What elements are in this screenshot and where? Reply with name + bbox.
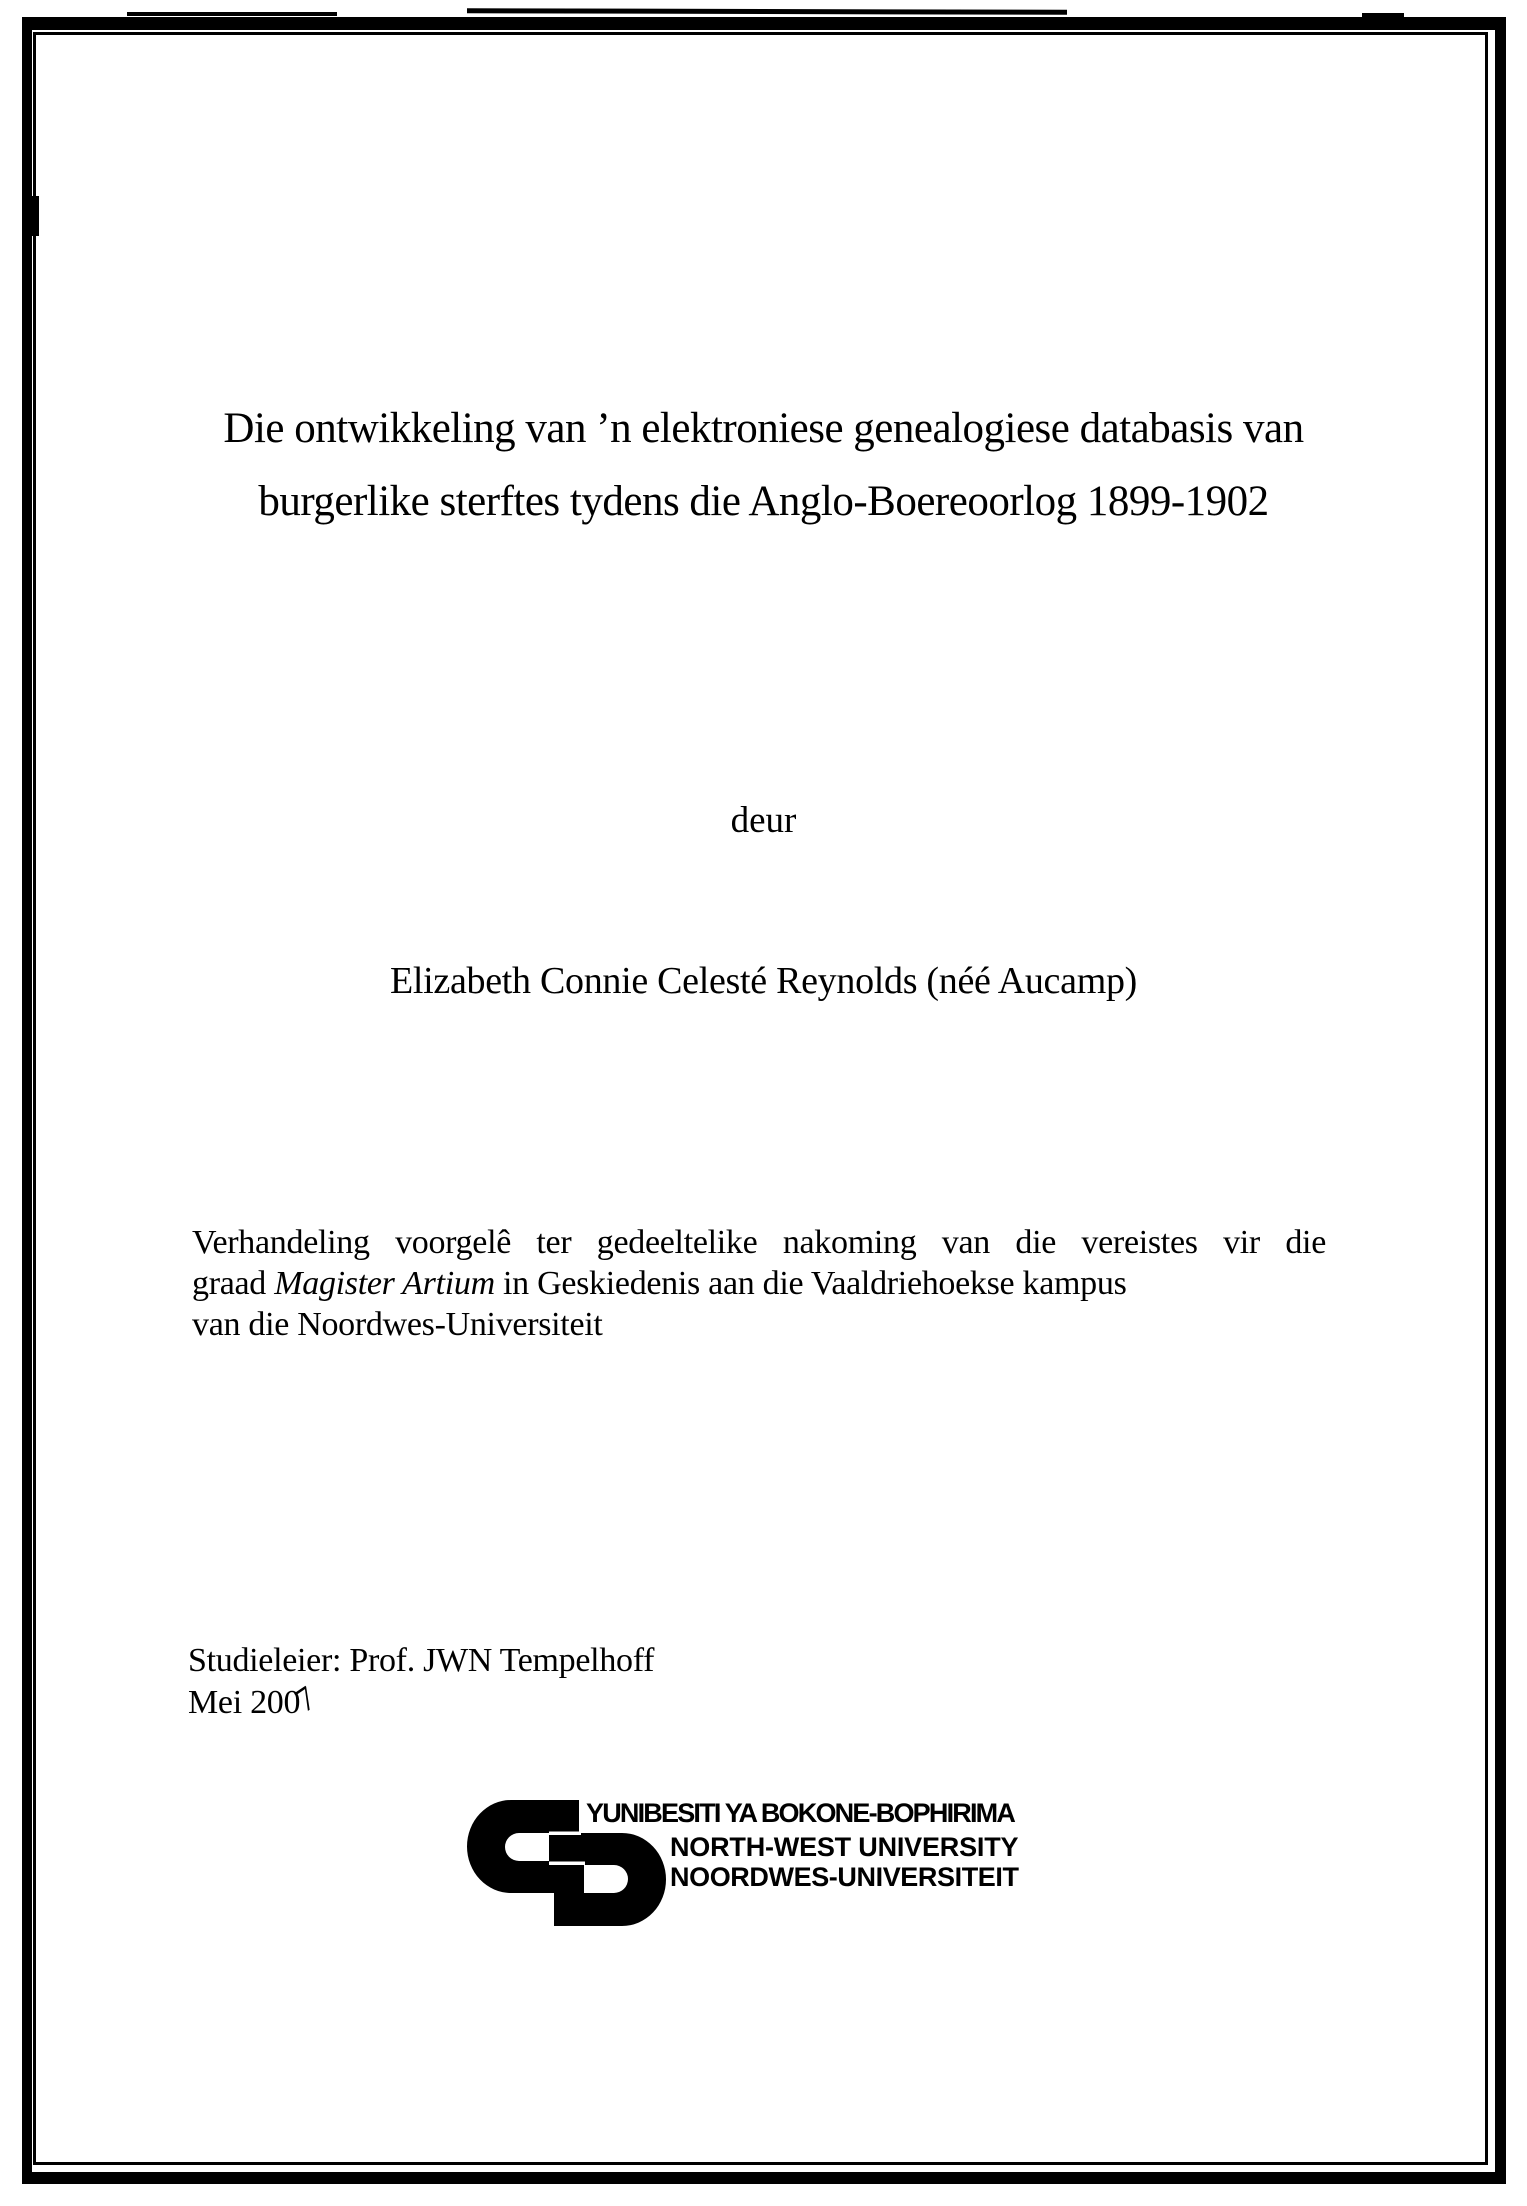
degree-statement bbox=[192, 1222, 1326, 1345]
date-prefix: Mei 200 bbox=[188, 1684, 301, 1721]
scan-artifact bbox=[467, 8, 1067, 15]
degree-statement-line2-prefix: graad bbox=[192, 1265, 275, 1302]
logo-text-sesotho: YUNIBESITI YA BOKONE-BOPHIRIMA bbox=[586, 1798, 1015, 1828]
logo-text-afrikaans: NOORDWES-UNIVERSITEIT bbox=[670, 1862, 1019, 1892]
degree-statement-line1: Verhandeling voorgelê ter gedeeltelike nakoming van die vereistes vir die bbox=[192, 1224, 1326, 1261]
logo-text-english: NORTH-WEST UNIVERSITY bbox=[670, 1832, 1019, 1862]
university-logo bbox=[467, 1800, 1127, 1935]
degree-statement-line3: van die Noordwes-Universiteit bbox=[192, 1306, 603, 1343]
date-line bbox=[188, 1679, 654, 1724]
thesis-title-line2: burgerlike sterftes tydens die Anglo-Boereoorlog 1899-1902 bbox=[258, 478, 1269, 525]
supervisor-line: Studieleier: Prof. JWN Tempelhoff bbox=[188, 1642, 655, 1679]
byline-deur: deur bbox=[730, 800, 797, 841]
scan-artifact bbox=[127, 12, 337, 16]
author-name: Elizabeth Connie Celesté Reynolds (néé Aucamp) bbox=[389, 960, 1138, 1002]
degree-statement-line2-suffix: in Geskiedenis aan die Vaaldriehoekse kampus bbox=[494, 1265, 1127, 1302]
thesis-title-line1: Die ontwikkeling van ’n elektroniese genealogiese databasis van bbox=[223, 405, 1304, 452]
degree-statement-line2 bbox=[192, 1263, 1326, 1304]
supervisor-block bbox=[188, 1640, 654, 1724]
date-last-digit: 7 bbox=[288, 1679, 324, 1720]
degree-name-italic: Magister Artium bbox=[274, 1265, 495, 1302]
